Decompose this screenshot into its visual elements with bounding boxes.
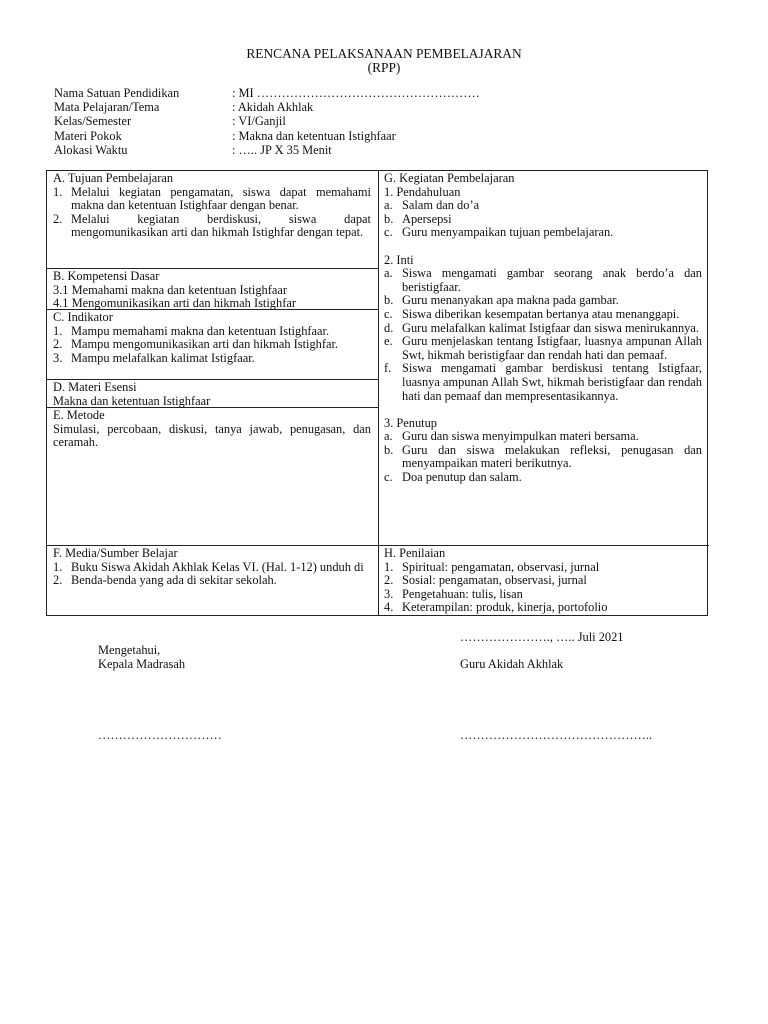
identity-block bbox=[54, 86, 480, 157]
item-text: Mampu melafalkan kalimat Istigfaar. bbox=[71, 350, 255, 365]
list-item bbox=[384, 588, 702, 602]
item-letter: c. bbox=[384, 470, 393, 485]
item-text: Salam dan do’a bbox=[402, 198, 480, 213]
section-heading: A. Tujuan Pembelajaran bbox=[53, 171, 174, 185]
item-text: Doa penutup dan salam. bbox=[402, 470, 522, 485]
item-letter: b. bbox=[384, 442, 394, 457]
item-letter: a. bbox=[384, 198, 393, 213]
identity-row bbox=[54, 129, 480, 143]
identity-value: : VI/Ganjil bbox=[232, 114, 286, 129]
item-letter: f. bbox=[384, 361, 392, 376]
list-item bbox=[53, 338, 371, 352]
item-text: Mampu mengomunikasikan arti dan hikmah Istighfar. bbox=[71, 337, 339, 352]
signature-date: …………………., ….. Juli 2021 bbox=[460, 630, 624, 644]
identity-label: Nama Satuan Pendidikan bbox=[54, 86, 180, 100]
item-text: Guru melafalkan kalimat Istigfaar dan siswa menirukannya. bbox=[402, 320, 699, 335]
competency-line: 4.1 Mengomunikasikan arti dan hikmah Istighfar bbox=[53, 296, 296, 311]
item-number: 4. bbox=[384, 600, 394, 615]
item-text: Guru dan siswa menyimpulkan materi bersama. bbox=[402, 429, 639, 444]
list-item bbox=[384, 294, 702, 308]
item-number: 1. bbox=[53, 323, 63, 338]
section-heading: G. Kegiatan Pembelajaran bbox=[384, 171, 515, 185]
item-letter: d. bbox=[384, 320, 394, 335]
list-item bbox=[384, 561, 702, 575]
item-number: 1. bbox=[53, 184, 63, 199]
section-media bbox=[53, 547, 371, 588]
list-item bbox=[384, 444, 702, 471]
item-text: Siswa diberikan kesempatan bertanya atau menanggapi. bbox=[402, 306, 680, 321]
section-kompetensi bbox=[53, 270, 371, 311]
list-item bbox=[384, 335, 702, 362]
item-letter: a. bbox=[384, 266, 393, 281]
item-number: 1. bbox=[384, 559, 394, 574]
section-text: Simulasi, percobaan, diskusi, tanya jawab, penugasan, dan ceramah. bbox=[53, 421, 371, 450]
item-text: Spiritual: pengamatan, observasi, jurnal bbox=[402, 559, 600, 574]
signature-right-line: ……………………………………….. bbox=[460, 728, 653, 742]
section-heading: E. Metode bbox=[53, 408, 105, 422]
item-text: Guru menjelaskan tentang Istigfaar, luasnya ampunan Allah Swt, hikmah beristigfaar dan rendah hati dan pemaaf. bbox=[402, 334, 702, 362]
list-item bbox=[384, 601, 702, 615]
phase-title: 3. Penutup bbox=[384, 415, 438, 430]
identity-value: : ….. JP X 35 Menit bbox=[232, 142, 332, 157]
spacer bbox=[384, 240, 702, 254]
identity-label: Mata Pelajaran/Tema bbox=[54, 100, 160, 115]
section-indikator bbox=[53, 311, 371, 365]
item-text: Guru menyampaikan tujuan pembelajaran. bbox=[402, 225, 614, 240]
item-text: Siswa mengamati gambar seorang anak berdo’a dan beristigfaar. bbox=[402, 266, 702, 294]
section-metode bbox=[53, 409, 371, 450]
list-item bbox=[53, 213, 371, 240]
item-text: Siswa mengamati gambar berdiskusi tentang Istigfaar, luasnya ampunan Allah Swt, hikmah beristigfaar dan rendah hati dan pemaaf dan mempresentasikannya. bbox=[402, 361, 702, 403]
item-letter: a. bbox=[384, 429, 393, 444]
item-text: Guru menanyakan apa makna pada gambar. bbox=[402, 293, 619, 308]
phase-title: 2. Inti bbox=[384, 252, 414, 267]
item-number: 2. bbox=[53, 211, 63, 226]
item-number: 3. bbox=[384, 586, 394, 601]
list-item bbox=[384, 199, 702, 213]
list-item bbox=[53, 352, 371, 366]
section-penilaian bbox=[384, 547, 702, 615]
item-text: Benda-benda yang ada di sekitar sekolah. bbox=[71, 573, 277, 588]
spacer bbox=[384, 403, 702, 417]
section-tujuan bbox=[53, 172, 371, 240]
section-text: Makna dan ketentuan Istighfaar bbox=[53, 393, 211, 408]
identity-label: Alokasi Waktu bbox=[54, 142, 128, 157]
item-letter: c. bbox=[384, 306, 393, 321]
competency-line: 3.1 Memahami makna dan ketentuan Istighfaar bbox=[53, 282, 287, 297]
identity-row bbox=[54, 143, 480, 157]
document-subtitle: (RPP) bbox=[367, 60, 401, 75]
list-item bbox=[384, 226, 702, 240]
section-materi bbox=[53, 381, 371, 408]
list-item bbox=[384, 322, 702, 336]
item-letter: b. bbox=[384, 211, 394, 226]
item-number: 2. bbox=[53, 573, 63, 588]
item-text: Melalui kegiatan berdiskusi, siswa dapat mengomunikasikan arti dan hikmah Istighfar dengan tepat. bbox=[71, 211, 371, 240]
identity-label: Kelas/Semester bbox=[54, 114, 132, 129]
identity-row bbox=[54, 86, 480, 100]
list-item bbox=[384, 430, 702, 444]
signature-right-role: Guru Akidah Akhlak bbox=[460, 657, 564, 671]
item-number: 3. bbox=[53, 350, 63, 365]
lesson-plan-table bbox=[46, 170, 708, 616]
item-number: 1. bbox=[53, 559, 63, 574]
item-text: Melalui kegiatan pengamatan, siswa dapat memahami makna dan ketentuan Istighfaar dengan benar. bbox=[71, 184, 371, 213]
section-heading: D. Materi Esensi bbox=[53, 380, 137, 394]
section-heading: B. Kompetensi Dasar bbox=[53, 269, 160, 283]
item-text: Sosial: pengamatan, observasi, jurnal bbox=[402, 573, 587, 588]
list-item bbox=[53, 186, 371, 213]
list-item bbox=[53, 574, 371, 588]
list-item bbox=[384, 574, 702, 588]
section-heading: F. Media/Sumber Belajar bbox=[53, 546, 178, 560]
item-letter: b. bbox=[384, 293, 394, 308]
identity-value: : Akidah Akhlak bbox=[232, 100, 314, 115]
document-title: RENCANA PELAKSANAAN PEMBELAJARAN bbox=[246, 46, 522, 61]
list-item bbox=[384, 267, 702, 294]
list-item bbox=[384, 362, 702, 403]
item-letter: c. bbox=[384, 225, 393, 240]
signature-left-line: ………………………… bbox=[98, 728, 222, 742]
section-kegiatan bbox=[384, 172, 702, 485]
list-item bbox=[384, 308, 702, 322]
item-letter: e. bbox=[384, 334, 393, 349]
signature-acknowledged: Mengetahui, bbox=[98, 643, 161, 657]
item-text: Mampu memahami makna dan ketentuan Istighfaar. bbox=[71, 323, 330, 338]
item-text: Keterampilan: produk, kinerja, portofolio bbox=[402, 600, 608, 615]
list-item bbox=[384, 213, 702, 227]
list-item bbox=[53, 325, 371, 339]
phase-title: 1. Pendahuluan bbox=[384, 184, 461, 199]
identity-row bbox=[54, 100, 480, 114]
item-number: 2. bbox=[384, 573, 394, 588]
section-heading: H. Penilaian bbox=[384, 546, 446, 560]
item-text: Buku Siswa Akidah Akhlak Kelas VI. (Hal. 1-12) unduh di bbox=[71, 559, 364, 574]
column-divider bbox=[378, 171, 379, 615]
list-item bbox=[53, 561, 371, 575]
identity-value: : MI ……………………………………………… bbox=[232, 86, 480, 100]
item-text: Pengetahuan: tulis, lisan bbox=[402, 586, 523, 601]
item-text: Apersepsi bbox=[402, 211, 452, 226]
identity-value: : Makna dan ketentuan Istighfaar bbox=[232, 128, 396, 143]
signature-left-role: Kepala Madrasah bbox=[98, 657, 186, 671]
identity-label: Materi Pokok bbox=[54, 128, 122, 143]
list-item bbox=[384, 471, 702, 485]
item-number: 2. bbox=[53, 337, 63, 352]
identity-row bbox=[54, 114, 480, 128]
section-heading: C. Indikator bbox=[53, 310, 113, 324]
item-text: Guru dan siswa melakukan refleksi, penugasan dan menyampaikan materi berikutnya. bbox=[402, 442, 702, 471]
